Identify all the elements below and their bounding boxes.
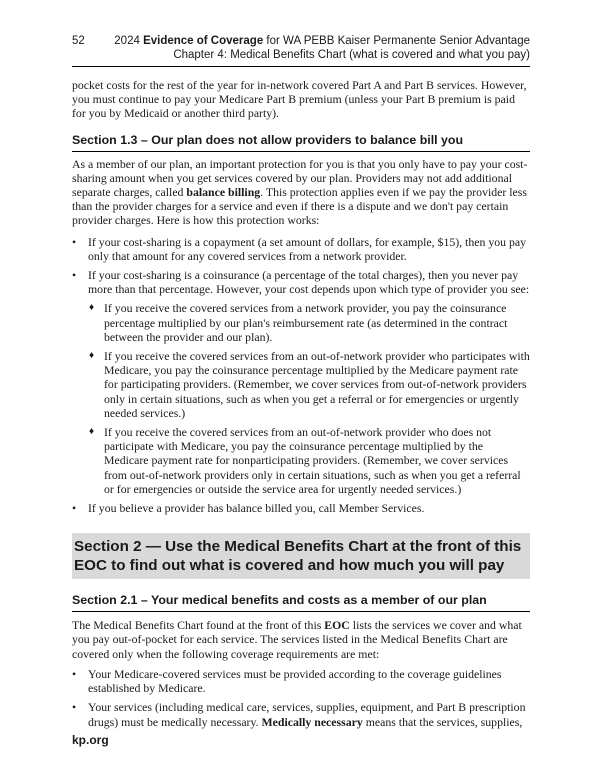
document-title xyxy=(114,34,530,48)
para-text: . This protection applies even if we pay the provider less than the provider charges for a service and even if there is a dispute and we don't pay certain provider charges. Here is how this protection works: xyxy=(72,185,527,228)
sub-bullet-text: If you receive the covered services from an out-of-network provider who participates with Medicare, you pay the coinsurance percentage multiplied by the Medicare payment rate for participating providers. (Remember, we cover services from out-of-network providers only in certain situations, such as when you get a referral or for emergencies or urgently needed services.) xyxy=(104,349,530,420)
balance-billing-term: balance billing xyxy=(186,185,261,200)
list-item xyxy=(72,268,530,496)
sub-list-item xyxy=(88,301,530,344)
bullet-text: If your cost-sharing is a coinsurance (a percentage of the total charges), then you never pay more than that percentage. However, your cost depends upon which type of provider you see: xyxy=(88,268,530,297)
sub-bullet-text: If you receive the covered services from an out-of-network provider who does not participate with Medicare, you pay the coinsurance percentage multiplied by the Medicare payment rate for nonparticipating providers. (Remember, we cover services from out-of-network providers only in certain situations, such as when you get a referral or for emergencies or outside the service area for urgently needed services.) xyxy=(104,425,521,496)
sub-bullet-text: If you receive the covered services from a network provider, you pay the coinsurance percentage multiplied by our plan's reimbursement rate (as determined in the contract between the provider and our plan). xyxy=(104,301,508,344)
eoc-term: EOC xyxy=(324,618,350,633)
page-number: 52 xyxy=(72,35,85,47)
bullet-text: Your services (including medical care, services, supplies, equipment, and Part B prescription drugs) must be medically necessary. xyxy=(88,700,526,729)
list-item xyxy=(72,667,530,695)
para-text: As a member of our plan, an important protection for you is that you only have to pay your cost-sharing amount when you get services covered by our plan. Providers may not add additional separate charges, called xyxy=(72,156,528,200)
page-content xyxy=(72,78,530,734)
medically-necessary-term: Medically necessary xyxy=(261,714,363,729)
title-prefix: 2024 xyxy=(114,35,144,47)
footer-site-link[interactable]: kp.org xyxy=(72,733,109,747)
bullet-text: Your Medicare-covered services must be provided according to the coverage guidelines established by Medicare. xyxy=(88,666,502,696)
list-item xyxy=(72,501,530,515)
sub-list-item xyxy=(88,425,530,496)
bullet-text: means that the services, supplies, xyxy=(362,714,523,729)
title-suffix: for WA PEBB Kaiser Permanente Senior Advantage xyxy=(263,35,530,47)
title-bold: Evidence of Coverage xyxy=(143,35,264,47)
para-text: The Medical Benefits Chart found at the front of this xyxy=(72,618,325,633)
header-divider xyxy=(72,66,530,67)
section-1-3-paragraph xyxy=(72,157,530,228)
section-2-heading: Section 2 — Use the Medical Benefits Chart at the front of this EOC to find out what is covered and how much you will pay xyxy=(72,533,530,579)
bullet-text: If your cost-sharing is a copayment (a set amount of dollars, for example, $15), then you pay only that amount for any covered services from a network provider. xyxy=(88,234,526,263)
bullet-text: If you believe a provider has balance billed you, call Member Services. xyxy=(88,501,425,516)
section-2-1-heading: Section 2.1 – Your medical benefits and costs as a member of our plan xyxy=(72,593,530,612)
page-header xyxy=(72,34,530,74)
provider-type-list xyxy=(88,301,530,496)
sub-list-item xyxy=(88,349,530,420)
para-text: lists the services we cover and what you pay out-of-pocket for each service. The services listed in the Medical Benefits Chart are covered only when the following coverage requirements are met: xyxy=(72,618,522,661)
list-item xyxy=(72,700,530,728)
section-1-3-heading: Section 1.3 – Our plan does not allow providers to balance bill you xyxy=(72,133,530,152)
section-2-1-paragraph xyxy=(72,618,530,661)
intro-paragraph: pocket costs for the rest of the year for in-network covered Part A and Part B services. However, you must continue to pay your Medicare Part B premium (unless your Part B premium is paid for you by Medicaid or another third party). xyxy=(72,78,527,121)
balance-billing-list xyxy=(72,235,530,516)
coverage-requirements-list xyxy=(72,667,530,729)
list-item xyxy=(72,235,530,263)
chapter-title: Chapter 4: Medical Benefits Chart (what is covered and what you pay) xyxy=(173,49,530,61)
